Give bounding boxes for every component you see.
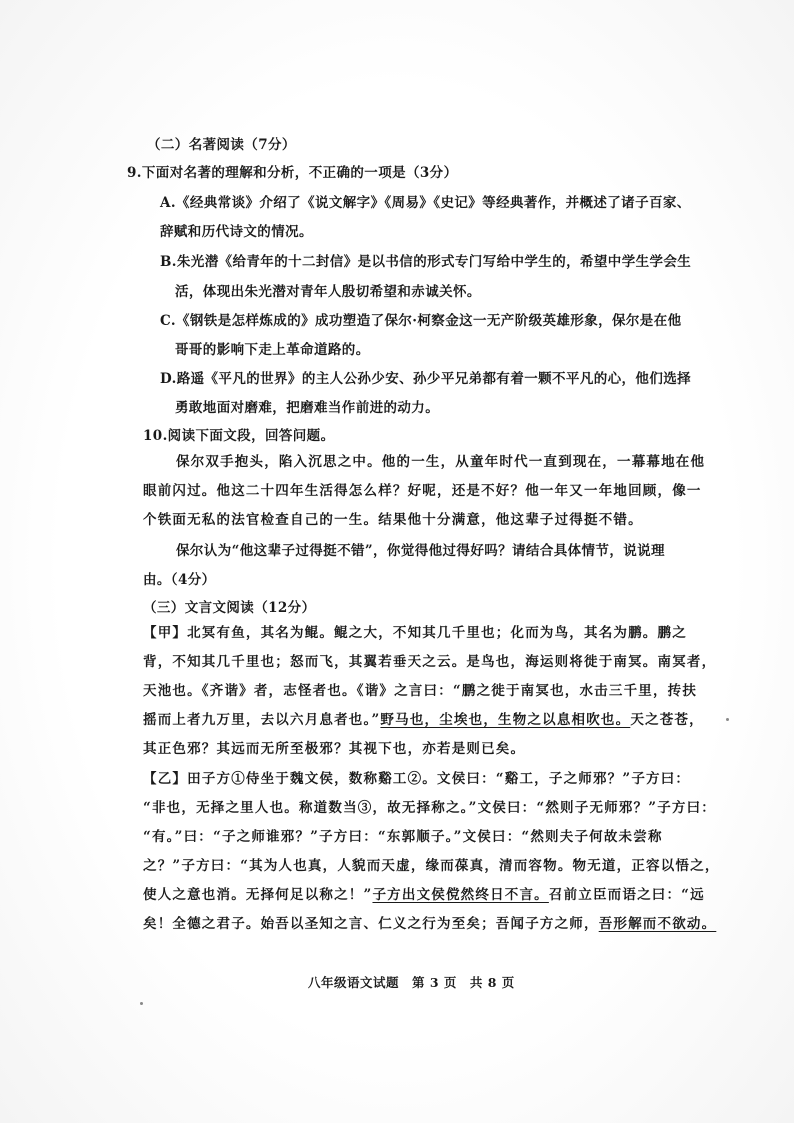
option-a-line-2: 辞赋和历代诗文的情况。 [160, 224, 313, 240]
question-10-prompt-line-2: 由。（4分） [143, 572, 216, 588]
passage-yi-line-6-start: 矣！全德之君子。始吾以圣知之言、仁义之行为至矣；吾闻子方之师， [143, 916, 599, 932]
passage-yi-line-4: 之？”子方曰：“其为人也真，人貌而天虚，缘而葆真，清而容物。物无道，正容以悟之， [143, 858, 720, 874]
passage-jia-line-5: 其正色邪？其远而无所至极邪？其视下也，亦若是则已矣。 [143, 741, 526, 757]
passage-jia-line-1: 【甲】北冥有鱼，其名为鲲。鲲之大，不知其几千里也；化而为鸟，其名为鹏。鹏之 [143, 625, 687, 641]
passage-jia-line-4-start: 摇而上者九万里，去以六月息者也。” [143, 712, 381, 728]
section-3-heading: （三）文言文阅读（12分） [143, 600, 316, 616]
passage-jia-line-4-end: 天之苍苍， [630, 712, 704, 728]
option-b-line-1: B.朱光潜《给青年的十二封信》是以书信的形式专门写给中学生的，希望中学生学会生 [160, 254, 692, 270]
option-c-line-1: C.《钢铁是怎样炼成的》成功塑造了保尔·柯察金这一无产阶级英雄形象，保尔是在他 [160, 313, 682, 329]
option-c-line-2: 哥哥的影响下走上革命道路的。 [175, 342, 370, 358]
passage-yi-line-2: “非也，无择之里人也。称道数当③，故无择称之。”文侯曰：“然则子无师邪？”子方曰： [143, 800, 717, 816]
passage-yi-line-6 [143, 916, 716, 932]
passage-10-line-1: 保尔双手抱头，陷入沉思之中。他的一生，从童年时代一直到现在，一幕幕地在他 [176, 454, 706, 470]
passage-jia-line-3: 天池也。《齐谐》者，志怪者也。《谐》之言曰：“鹏之徙于南冥也，水击三千里，抟扶 [143, 683, 698, 699]
option-a-line-1: A.《经典常谈》介绍了《说文解字》《周易》《史记》等经典著作，并概述了诸子百家、 [160, 195, 691, 211]
passage-yi-line-5-start: 使人之意也消。无择何足以称之！” [143, 887, 373, 903]
passage-yi-line-5 [143, 887, 705, 903]
scan-speck [140, 1002, 143, 1005]
underlined-sentence-xingjie: 吾形解而不欲动。 [598, 916, 717, 932]
section-2-heading: （二）名著阅读（7分） [147, 137, 296, 153]
passage-10-line-2: 眼前闪过。他这二十四年生活得怎么样？好呢，还是不好？他一年又一年地回顾，像一 [143, 483, 702, 499]
underlined-sentence-dust: 野马也，尘埃也，生物之以息相吹也。 [380, 712, 631, 728]
underlined-sentence-wenhou: 子方出文侯傥然终日不言。 [372, 887, 549, 903]
passage-yi-line-5-end: 召前立臣而语之曰：“远 [548, 887, 705, 903]
passage-jia-line-2: 背，不知其几千里也；怒而飞，其翼若垂天之云。是鸟也，海运则将徙于南冥。南冥者， [143, 654, 717, 670]
page-footer: 八年级语文试题 第 3 页 共 8 页 [308, 975, 515, 990]
passage-jia-line-4 [143, 712, 704, 728]
passage-yi-line-1: 【乙】田子方①侍坐于魏文侯，数称谿工②。文侯曰：“谿工，子之师邪？”子方曰： [143, 771, 691, 787]
question-9-stem: 9.下面对名著的理解和分析，不正确的一项是（3分） [127, 165, 458, 181]
option-d-line-2: 勇敢地面对磨难，把磨难当作前进的动力。 [175, 400, 440, 416]
passage-10-line-3: 个铁面无私的法官检查自己的一生。结果他十分满意，他这辈子过得挺不错。 [143, 512, 643, 528]
scan-speck [726, 718, 729, 721]
option-d-line-1: D.路遥《平凡的世界》的主人公孙少安、孙少平兄弟都有着一颗不平凡的心，他们选择 [160, 371, 692, 387]
question-10-stem: 10.阅读下面文段，回答问题。 [143, 428, 335, 444]
question-10-prompt-line-1: 保尔认为“他这辈子过得挺不错”，你觉得他过得好吗？请结合具体情节，说说理 [176, 543, 665, 559]
passage-yi-line-3: “有。”曰：“子之师谁邪？”子方曰：“东郭顺子。”文侯曰：“然则夫子何故未尝称 [143, 829, 663, 845]
option-b-line-2: 活，体现出朱光潜对青年人殷切希望和赤诚关怀。 [175, 284, 481, 300]
